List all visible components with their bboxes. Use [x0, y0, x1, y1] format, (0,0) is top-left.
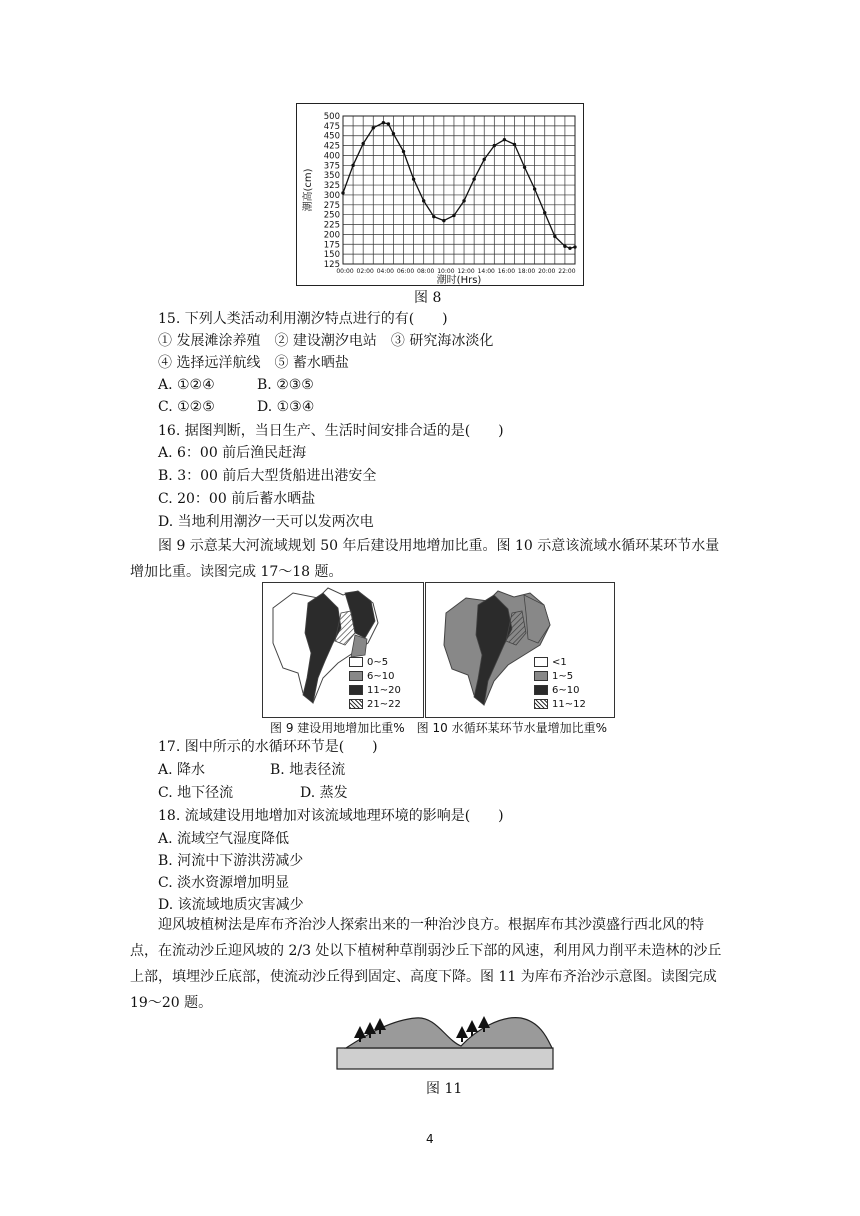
q18-option-a: A. 流域空气湿度降低	[158, 831, 290, 847]
data-point	[402, 150, 405, 153]
plot-border	[343, 116, 575, 264]
data-point	[573, 245, 576, 248]
data-point	[533, 187, 536, 190]
data-point	[483, 158, 486, 161]
data-point	[523, 166, 526, 169]
data-point	[462, 199, 465, 202]
x-tick-label: 10:00	[437, 268, 455, 275]
x-tick-label: 16:00	[497, 268, 516, 275]
data-point	[503, 138, 506, 141]
figure9-map-svg	[263, 583, 423, 717]
y-tick-label: 250	[323, 210, 340, 221]
tide-chart	[296, 103, 584, 286]
q15-option-d: D. ①③④	[257, 399, 315, 415]
q16-option-a: A. 6：00 前后渔民赶海	[158, 445, 307, 461]
x-tick-label: 22:00	[558, 268, 576, 275]
q15-options-line2: ④ 选择远洋航线 ⑤ 蓄水晒盐	[158, 355, 349, 371]
map10-legend-2	[534, 671, 573, 682]
q17-stem: 17. 图中所示的水循环环节是( )	[158, 739, 378, 755]
q16-option-b: B. 3：00 前后大型货船进出港安全	[158, 468, 377, 484]
y-tick-label: 300	[323, 190, 340, 201]
x-tick-label: 04:00	[376, 268, 394, 275]
q18-option-d: D. 该流域地质灾害减少	[158, 897, 304, 913]
data-point	[412, 177, 415, 180]
map9-legend-1	[349, 657, 388, 668]
dune-figure-svg	[336, 1010, 554, 1070]
y-axis-label: 潮高(cm)	[303, 168, 314, 212]
x-tick-label: 06:00	[396, 268, 415, 275]
data-point	[442, 219, 445, 222]
y-tick-label: 375	[323, 161, 340, 172]
y-tick-label: 125	[323, 260, 340, 270]
intro-19-20: 迎风坡植树法是库布齐治沙人探索出来的一种治沙良方。根据库布其沙漠盛行西北风的特点，在流动沙丘迎风坡的 2/3 处以下植树种草削弱沙丘下部的风速，利用风力削平未造林的沙丘上部，填埋沙丘底部，使流动沙丘得到固定、高度下降。图 11 为库布齐治沙示意图。读图完成 19～20 题。	[130, 917, 722, 1011]
x-tick-label: 18:00	[517, 268, 536, 275]
data-point	[568, 247, 571, 250]
tide-curve	[343, 123, 575, 249]
q17-option-c: C. 地下径流	[158, 785, 234, 801]
data-point	[563, 245, 566, 248]
data-point	[341, 191, 344, 194]
legend-swatch	[534, 699, 548, 709]
y-tick-label: 225	[323, 220, 340, 231]
q16-stem: 16. 据图判断，当日生产、生活时间安排合适的是( )	[158, 423, 504, 439]
x-tick-label: 02:00	[356, 268, 374, 275]
map10-legend-1	[534, 657, 567, 668]
y-tick-label: 350	[323, 171, 340, 182]
legend-swatch	[534, 671, 548, 681]
legend-label: 21~22	[367, 699, 401, 710]
data-point	[372, 126, 375, 129]
q15-option-a: A. ①②④	[158, 377, 215, 393]
legend-label: <1	[552, 657, 567, 668]
map10-legend-4	[534, 699, 586, 710]
y-tick-label: 450	[323, 131, 340, 142]
legend-swatch	[349, 685, 363, 695]
figure10-map	[425, 582, 615, 718]
x-tick-label: 12:00	[457, 268, 475, 275]
x-tick-label: 00:00	[336, 268, 354, 275]
x-tick-label: 08:00	[417, 268, 435, 275]
q18-stem: 18. 流域建设用地增加对该流域地理环境的影响是( )	[158, 808, 504, 824]
data-point	[553, 235, 556, 238]
q17-option-a: A. 降水	[158, 762, 206, 778]
data-point	[382, 121, 385, 124]
q15-stem: 15. 下列人类活动利用潮汐特点进行的有( )	[158, 311, 448, 327]
legend-swatch	[534, 657, 548, 667]
legend-swatch	[349, 657, 363, 667]
q16-option-d: D. 当地利用潮汐一天可以发两次电	[158, 514, 374, 530]
y-tick-label: 500	[323, 112, 340, 122]
legend-label: 11~20	[367, 685, 401, 696]
q15-option-b: B. ②③⑤	[257, 377, 314, 393]
y-tick-label: 175	[323, 240, 340, 251]
x-tick-label: 20:00	[538, 268, 556, 275]
data-point	[361, 142, 364, 145]
map9-legend-2	[349, 671, 394, 682]
data-point	[513, 143, 516, 146]
dune-figure	[336, 1010, 554, 1070]
legend-label: 1~5	[552, 671, 574, 682]
figure9-map	[262, 582, 424, 718]
y-tick-label: 150	[323, 250, 340, 261]
data-point	[432, 215, 435, 218]
y-tick-label: 400	[323, 151, 340, 162]
data-point	[351, 164, 354, 167]
map9-legend-3	[349, 685, 401, 696]
legend-swatch	[534, 685, 548, 695]
q15-option-c: C. ①②⑤	[158, 399, 215, 415]
intro-17-18: 图 9 示意某大河流域规划 50 年后建设用地增加比重。图 10 示意该流域水循环某环节水量增加比重。读图完成 17～18 题。	[130, 538, 720, 580]
map9-legend-4	[349, 699, 401, 710]
legend-label: 11~12	[552, 699, 586, 710]
data-point	[493, 144, 496, 147]
data-point	[472, 177, 475, 180]
figure8-caption: 图 8	[414, 290, 442, 306]
q17-option-b: B. 地表径流	[270, 762, 346, 778]
q17-option-d: D. 蒸发	[300, 785, 348, 801]
y-tick-label: 275	[323, 200, 340, 211]
maps-caption: 图 9 建设用地增加比重% 图 10 水循环某环节水量增加比重%	[270, 721, 607, 735]
x-tick-label: 14:00	[477, 268, 495, 275]
q18-option-c: C. 淡水资源增加明显	[158, 875, 290, 891]
legend-label: 6~10	[367, 671, 395, 682]
page-number: 4	[426, 1132, 434, 1146]
data-point	[387, 122, 390, 125]
figure10-map-svg	[426, 583, 614, 717]
data-point	[422, 199, 425, 202]
data-point	[543, 211, 546, 214]
y-tick-label: 475	[323, 121, 340, 132]
data-point	[452, 214, 455, 217]
legend-label: 0~5	[367, 657, 389, 668]
q15-options-line1: ① 发展滩涂养殖 ② 建设潮汐电站 ③ 研究海冰淡化	[158, 333, 494, 349]
y-tick-label: 425	[323, 141, 340, 152]
y-tick-label: 200	[323, 230, 340, 241]
data-point	[392, 132, 395, 135]
q18-option-b: B. 河流中下游洪涝减少	[158, 853, 304, 869]
y-tick-label: 325	[323, 181, 340, 192]
tide-chart-svg	[297, 104, 583, 285]
map10-legend-3	[534, 685, 579, 696]
legend-swatch	[349, 671, 363, 681]
legend-swatch	[349, 699, 363, 709]
q16-option-c: C. 20：00 前后蓄水晒盐	[158, 491, 316, 507]
legend-label: 6~10	[552, 685, 580, 696]
figure11-caption: 图 11	[426, 1081, 463, 1097]
x-axis-label: 潮时(Hrs)	[436, 275, 482, 285]
